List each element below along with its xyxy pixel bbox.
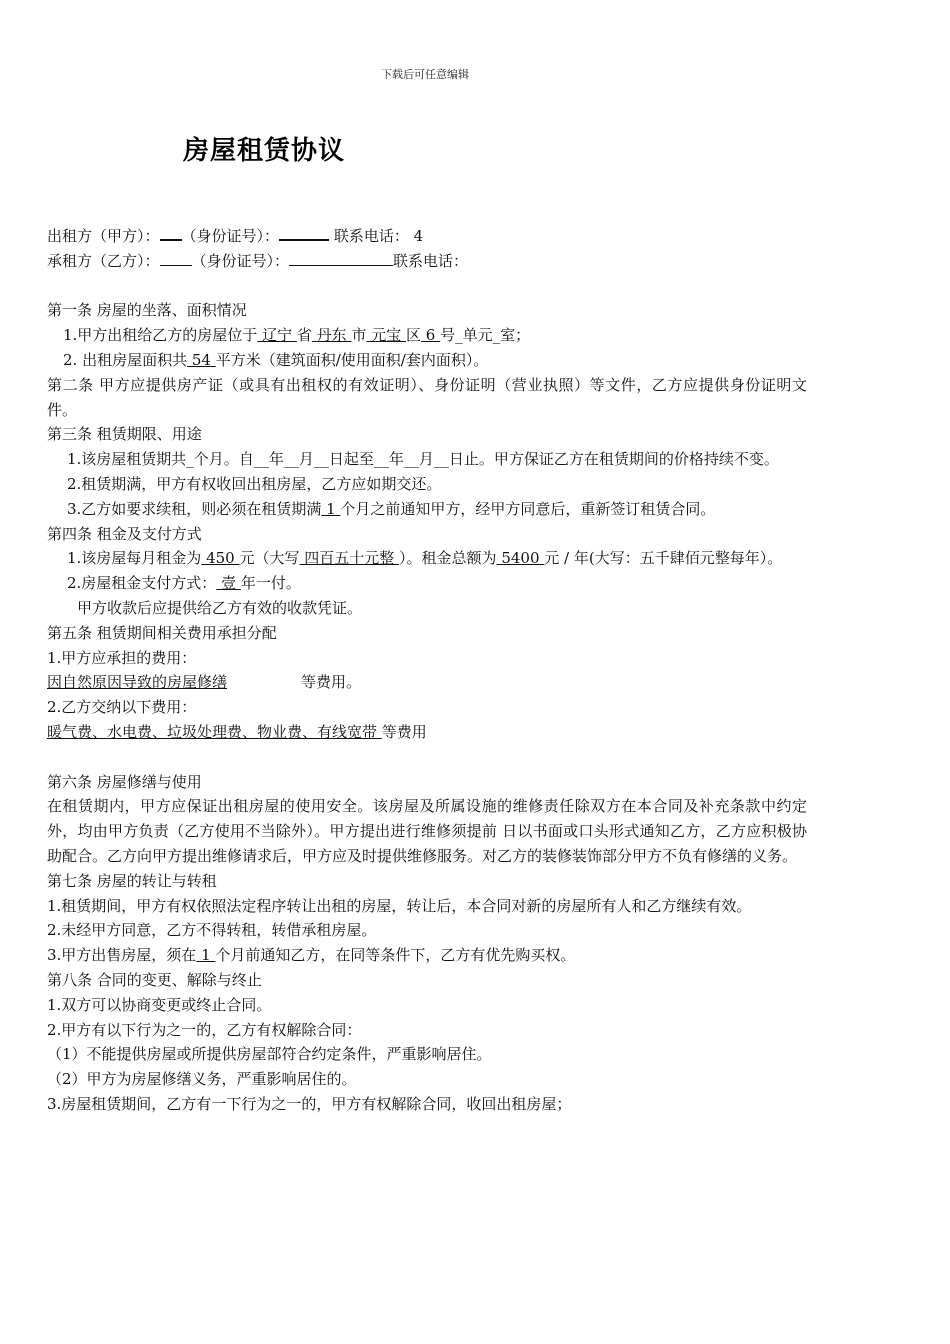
area-unit-text: 平方米（建筑面积/使用面积/套内面积）。 xyxy=(215,350,489,369)
article-8-clause-1: 1.双方可以协商变更或终止合同。 xyxy=(47,995,272,1014)
party-a-phone-label: 联系电话： xyxy=(333,227,409,245)
party-b-fee-suffix: 等费用 xyxy=(381,722,427,741)
total-rent-label: ）。租金总额为 xyxy=(399,549,497,568)
article-3-heading: 第三条 租赁期限、用途 xyxy=(47,425,202,444)
party-a-id-label: （身份证号）： xyxy=(181,227,280,245)
article-7-sublet: 2.未经甲方同意，乙方不得转租，转借承租房屋。 xyxy=(47,921,377,940)
sale-text-end: 个月前通知乙方，在同等条件下，乙方有优先购买权。 xyxy=(215,946,576,965)
article-1-location xyxy=(47,323,807,348)
party-a-phone-value: 4 xyxy=(413,227,424,245)
province-value: 辽宁 xyxy=(257,326,297,345)
renewal-text-end: 个月之前通知甲方，经甲方同意后，重新签订租赁合同。 xyxy=(340,499,716,518)
article-8-clause-2-1: （1）不能提供房屋或所提供房屋部符合约定条件，严重影响居住。 xyxy=(47,1045,492,1064)
article-4-heading: 第四条 租金及支付方式 xyxy=(47,524,202,543)
area-text: 2. 出租房屋面积共 xyxy=(63,350,188,369)
rent-words-label: 元（大写 xyxy=(239,549,300,568)
article-3-return: 2.租赁期满，甲方有权收回出租房屋，乙方应如期交还。 xyxy=(67,474,442,493)
article-3-term: 1.该房屋租赁期共_个月。自__年__月__日起至__年__月__日止。甲方保证乙方在租赁期间的价格持续不变。 xyxy=(67,450,779,469)
article-8-clause-2-2: （2）甲方为房屋修缮义务，严重影响居住的。 xyxy=(47,1070,357,1089)
article-7-transfer: 1.租赁期间，甲方有权依照法定程序转让出租的房屋，转让后，本合同对新的房屋所有人和乙方继续有效。 xyxy=(47,896,752,915)
location-text: 1.甲方出租给乙方的房屋位于 xyxy=(63,326,258,345)
article-8-clause-3: 3.房屋租赁期间，乙方有一下行为之一的，甲方有权解除合同，收回出租房屋； xyxy=(47,1094,572,1113)
article-8-clause-2: 2.甲方有以下行为之一的，乙方有权解除合同： xyxy=(47,1020,362,1039)
sale-notice-months: 1 xyxy=(196,946,216,965)
renewal-months-value: 1 xyxy=(321,499,341,518)
party-b-label: 承租方（乙方）： xyxy=(47,251,160,270)
article-5-heading: 第五条 租赁期间相关费用承担分配 xyxy=(47,623,277,642)
header-note: 下载后可任意编辑 xyxy=(381,68,469,81)
party-a-id-blank xyxy=(279,224,329,241)
party-a-line xyxy=(47,224,807,249)
article-7-sale xyxy=(47,943,807,968)
article-1-heading: 第一条 房屋的坐落、面积情况 xyxy=(47,301,247,320)
article-5-party-b-fees xyxy=(47,720,807,745)
article-4-payment xyxy=(47,571,807,596)
article-6-text: 在租赁期内，甲方应保证出租房屋的使用安全。该房屋及所属设施的维修责任除双方在本合同及补充条款中约定外，均由甲方负责（乙方使用不当除外）。甲方提出进行维修须提前 日以书面或口头形式通知乙方，乙方应积极协助配合。乙方向甲方提出维修请求后，甲方应及时提供维修服务。对乙方的装修装饰部分甲方不负有修缮的义务。 xyxy=(47,797,807,865)
article-6-heading: 第六条 房屋修缮与使用 xyxy=(47,772,202,791)
rent-text: 1.该房屋每月租金为 xyxy=(67,549,202,568)
document-title: 房屋租赁协议 xyxy=(183,136,346,166)
district-value: 元宝 xyxy=(366,326,406,345)
party-a-fee-value: 因自然原因导致的房屋修缮 xyxy=(47,673,228,692)
total-rent-words: 元 / 年(大写：五千肆佰元整每年）。 xyxy=(544,549,783,568)
party-b-line xyxy=(47,249,807,274)
city-unit: 市 xyxy=(351,326,367,345)
document-body xyxy=(47,224,807,1117)
party-b-id-label: （身份证号）： xyxy=(191,251,290,270)
article-8-heading: 第八条 合同的变更、解除与终止 xyxy=(47,970,262,989)
total-rent-value: 5400 xyxy=(496,549,545,568)
party-a-fee-suffix: 等费用。 xyxy=(301,673,362,692)
renewal-text: 3.乙方如要求续租，则必须在租赁期满 xyxy=(67,499,322,518)
article-2: 第二条 甲方应提供房产证（或具有出租权的有效证明）、身份证明（营业执照）等文件，乙方应提供身份证明文件。 xyxy=(47,375,807,419)
payment-term-value: 壹 xyxy=(216,574,241,593)
article-4-receipt: 甲方收款后应提供给乙方有效的收款凭证。 xyxy=(77,598,363,617)
party-b-phone-label: 联系电话： xyxy=(393,251,469,270)
party-b-fee-value: 暖气费、水电费、垃圾处理费、物业费、有线宽带 xyxy=(47,722,382,741)
city-value: 丹东 xyxy=(311,326,352,345)
house-number-value: 6 xyxy=(421,326,441,345)
article-5-party-b-label: 2.乙方交纳以下费用： xyxy=(47,698,197,717)
article-1-area xyxy=(47,348,807,373)
party-a-label: 出租方（甲方）： xyxy=(47,227,160,245)
area-value: 54 xyxy=(187,350,216,369)
unit-room-text: 号_单元_室； xyxy=(440,326,531,345)
party-b-id-blank xyxy=(289,250,393,266)
article-4-rent xyxy=(47,546,807,571)
article-5-party-a-label: 1.甲方应承担的费用： xyxy=(47,648,197,667)
party-b-name-blank xyxy=(160,250,192,266)
payment-label: 2.房屋租金支付方式： xyxy=(67,574,217,593)
party-a-name-blank xyxy=(160,224,182,241)
article-3-renewal xyxy=(47,497,807,522)
monthly-rent-value: 450 xyxy=(201,549,240,568)
article-5-party-a-fees xyxy=(47,670,807,695)
payment-term-unit: 年一付。 xyxy=(240,574,301,593)
sale-text: 3.甲方出售房屋，须在 xyxy=(47,946,197,965)
district-unit: 区 xyxy=(406,326,422,345)
article-7-heading: 第七条 房屋的转让与转租 xyxy=(47,871,217,890)
province-unit: 省 xyxy=(296,326,312,345)
monthly-rent-words: 四百五十元整 xyxy=(299,549,400,568)
